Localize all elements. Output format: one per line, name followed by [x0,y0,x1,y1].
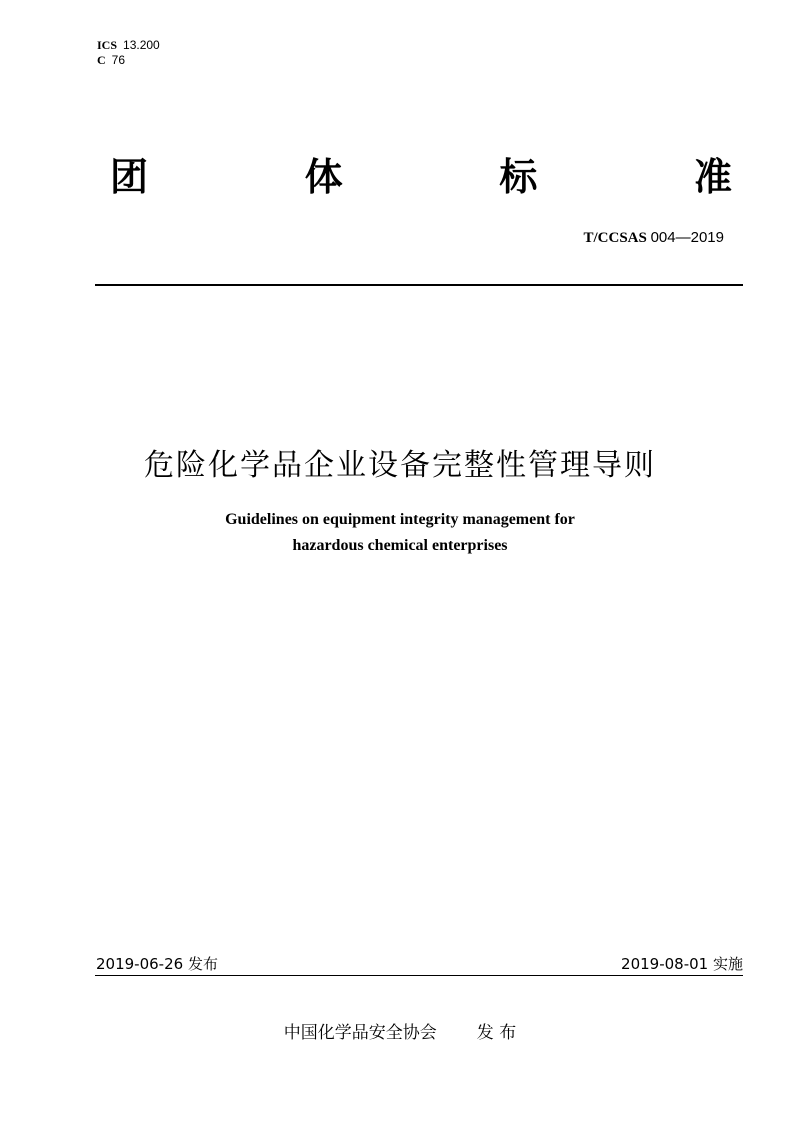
ics-value: 13.200 [123,38,160,52]
title-char: 标 [499,155,538,199]
ics-code [97,38,160,53]
title-char: 团 [110,155,149,199]
ccs-value: 76 [111,53,126,67]
classification-codes [97,38,160,68]
issue-date: 2019-06-26 发布 [96,955,218,973]
ccs-code [97,53,160,68]
english-title [0,507,800,559]
standard-prefix: T/CCSAS [583,230,647,246]
publisher-name: 中国化学品安全协会 [283,1023,437,1043]
publisher-line [0,1018,800,1043]
ccs-label: C [97,53,106,67]
english-title-line: hazardous chemical enterprises [292,537,508,554]
document-type-title [110,152,732,202]
english-title-line: Guidelines on equipment integrity management for [225,511,575,528]
implementation-date: 2019-08-01 实施 [621,955,743,973]
chinese-title: 危险化学品企业设备完整性管理导则 [144,448,656,483]
publisher-action: 发 布 [476,1023,517,1043]
standard-code: 004—2019 [650,229,724,246]
footer-divider [95,975,743,976]
header-divider [95,284,743,286]
title-char: 体 [304,155,343,199]
standard-number [583,229,724,247]
ics-label: ICS [97,38,118,52]
title-char: 准 [693,155,732,199]
